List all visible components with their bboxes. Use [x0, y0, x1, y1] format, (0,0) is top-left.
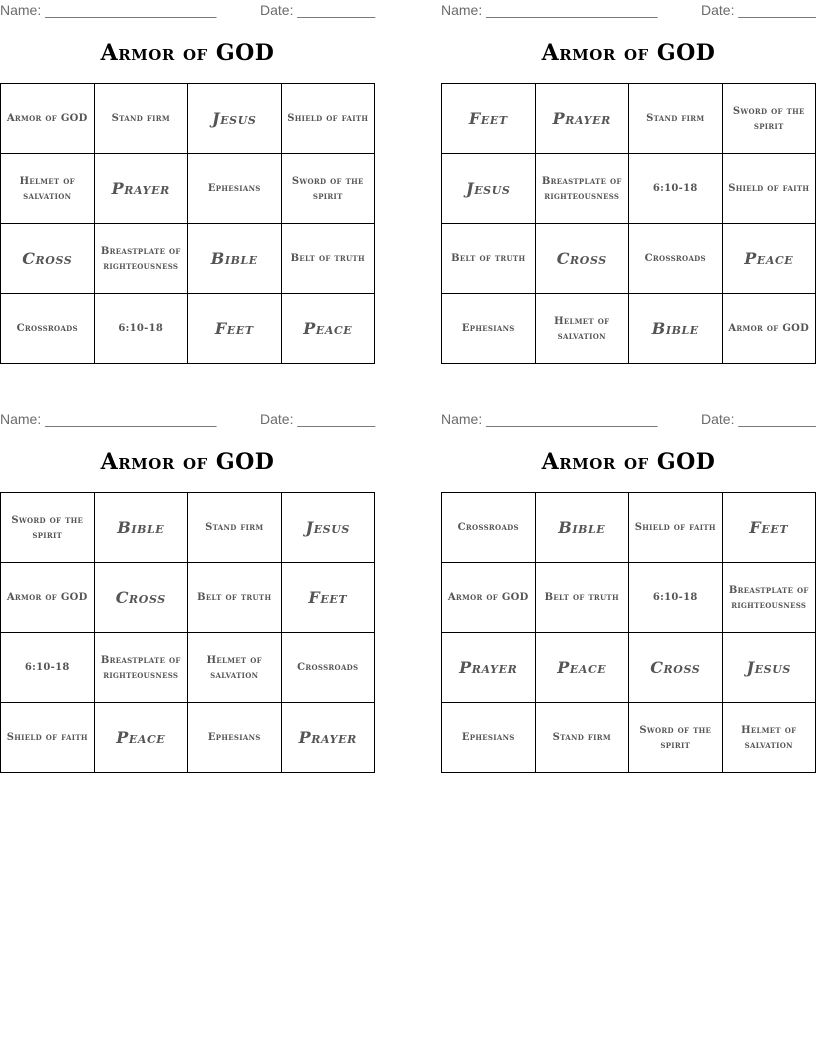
bingo-cell: Breastplate of righteousness: [723, 563, 816, 633]
date-field-label: Date: __________: [260, 2, 376, 18]
card-header: [441, 411, 816, 429]
bingo-cell: Belt of truth: [536, 563, 630, 633]
bingo-cell: Helmet of salvation: [723, 703, 816, 773]
bingo-cell: Shield of faith: [282, 84, 376, 154]
bingo-cell: Breastplate of righteousness: [95, 633, 189, 703]
bingo-cell: Breastplate of righteousness: [95, 224, 189, 294]
name-field-label: Name: ______________________: [441, 411, 658, 427]
name-field-label: Name: ______________________: [0, 411, 217, 427]
bingo-cell: Feet: [442, 84, 536, 154]
bingo-cell: Helmet of salvation: [1, 154, 95, 224]
bingo-cell: Stand firm: [95, 84, 189, 154]
bingo-cell: Jesus: [723, 633, 816, 703]
bingo-cell: Ephesians: [442, 703, 536, 773]
bingo-cell: Sword of the spirit: [1, 493, 95, 563]
bingo-cell: Armor of GOD: [1, 563, 95, 633]
bingo-cell: Belt of truth: [282, 224, 376, 294]
bingo-cell: Jesus: [442, 154, 536, 224]
bingo-cell: 6:10-18: [1, 633, 95, 703]
bingo-grid: [441, 83, 816, 364]
name-field-label: Name: ______________________: [441, 2, 658, 18]
bingo-cell: Armor of GOD: [723, 294, 816, 364]
bingo-cell: Sword of the spirit: [282, 154, 376, 224]
card-header: [0, 411, 375, 429]
bingo-cell: Feet: [723, 493, 816, 563]
date-field-label: Date: __________: [701, 411, 816, 427]
bingo-cell: Jesus: [282, 493, 376, 563]
bingo-cell: Prayer: [536, 84, 630, 154]
bingo-cell: Sword of the spirit: [723, 84, 816, 154]
date-field-label: Date: __________: [260, 411, 376, 427]
bingo-cell: Bible: [188, 224, 282, 294]
date-field-label: Date: __________: [701, 2, 816, 18]
bingo-cell: Crossroads: [629, 224, 723, 294]
bingo-cell: Peace: [95, 703, 189, 773]
bingo-cell: Peace: [282, 294, 376, 364]
card-header: [441, 2, 816, 20]
bingo-cell: 6:10-18: [629, 154, 723, 224]
bingo-cell: Shield of faith: [723, 154, 816, 224]
bingo-cell: Bible: [629, 294, 723, 364]
bingo-card-2: [441, 0, 816, 372]
bingo-cell: Feet: [282, 563, 376, 633]
bingo-cell: Crossroads: [1, 294, 95, 364]
bingo-cell: Stand firm: [536, 703, 630, 773]
bingo-cell: Helmet of salvation: [188, 633, 282, 703]
bingo-grid: [441, 492, 816, 773]
bingo-cell: Stand firm: [188, 493, 282, 563]
bingo-grid: [0, 492, 375, 773]
bingo-cell: Ephesians: [188, 703, 282, 773]
bingo-cell: Bible: [95, 493, 189, 563]
bingo-card-3: [0, 409, 375, 781]
bingo-cell: Crossroads: [442, 493, 536, 563]
bingo-cell: Ephesians: [188, 154, 282, 224]
name-field-label: Name: ______________________: [0, 2, 217, 18]
card-title: Armor of GOD: [541, 449, 716, 475]
bingo-cell: 6:10-18: [629, 563, 723, 633]
bingo-card-4: [441, 409, 816, 781]
bingo-cell: Belt of truth: [188, 563, 282, 633]
bingo-cell: Crossroads: [282, 633, 376, 703]
bingo-cell: Shield of faith: [629, 493, 723, 563]
bingo-cell: Armor of GOD: [442, 563, 536, 633]
bingo-cell: Prayer: [282, 703, 376, 773]
bingo-cell: Cross: [1, 224, 95, 294]
bingo-cell: Feet: [188, 294, 282, 364]
bingo-cell: Stand firm: [629, 84, 723, 154]
bingo-cell: Jesus: [188, 84, 282, 154]
bingo-grid: [0, 83, 375, 364]
bingo-cell: Cross: [536, 224, 630, 294]
bingo-cell: Cross: [95, 563, 189, 633]
bingo-cell: 6:10-18: [95, 294, 189, 364]
bingo-cell: Cross: [629, 633, 723, 703]
bingo-cell: Peace: [723, 224, 816, 294]
card-title: Armor of GOD: [541, 40, 716, 66]
bingo-cell: Prayer: [95, 154, 189, 224]
bingo-cell: Helmet of salvation: [536, 294, 630, 364]
bingo-cell: Breastplate of righteousness: [536, 154, 630, 224]
bingo-cell: Belt of truth: [442, 224, 536, 294]
bingo-cell: Shield of faith: [1, 703, 95, 773]
bingo-cell: Sword of the spirit: [629, 703, 723, 773]
card-header: [0, 2, 375, 20]
card-title: Armor of GOD: [100, 449, 275, 475]
bingo-cell: Ephesians: [442, 294, 536, 364]
card-title: Armor of GOD: [100, 40, 275, 66]
bingo-cell: Armor of GOD: [1, 84, 95, 154]
bingo-cell: Prayer: [442, 633, 536, 703]
bingo-card-1: [0, 0, 375, 372]
bingo-cell: Bible: [536, 493, 630, 563]
bingo-cell: Peace: [536, 633, 630, 703]
